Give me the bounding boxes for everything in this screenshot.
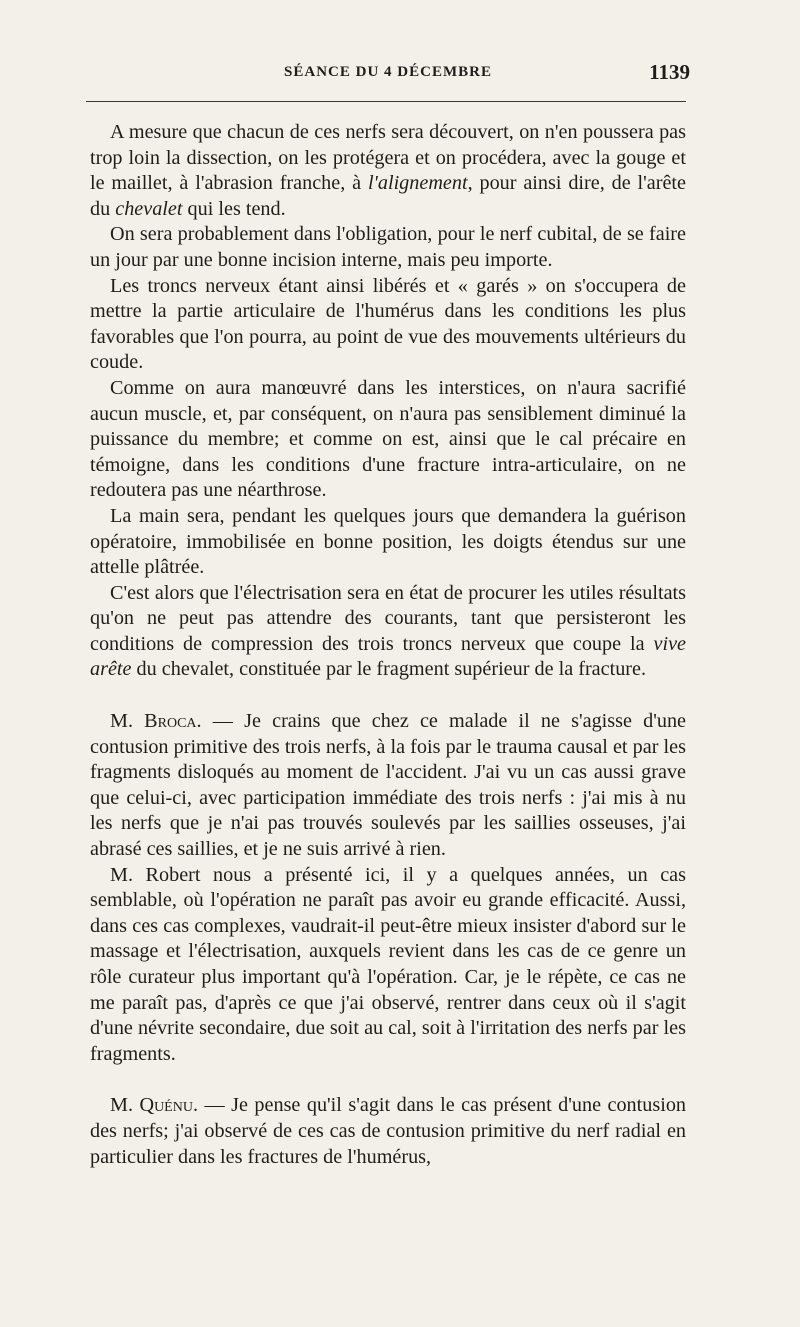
text-run: qui les tend. <box>182 197 286 220</box>
page-header <box>90 60 690 88</box>
paragraph <box>90 376 686 504</box>
header-rule <box>86 101 686 102</box>
text-run: Comme on aura manœuvré dans les interstices, on n'aura sacrifié aucun muscle, et, par conséquent, on n'aura pas sensiblement diminué la puissance du membre; et comme on est, ainsi que le cal précaire en témoigne, dans les conditions d'une fracture intra-articulaire, on ne redoutera pas une néarthrose. <box>90 376 686 502</box>
text-run: A mesure que chacun de ces nerfs sera découvert, on n'en poussera pas trop loin la dissection, on les protégera et on procédera, avec la gouge et le maillet, à l'abrasion franche, à <box>90 121 686 195</box>
paragraph <box>90 1093 686 1170</box>
text-run: M. <box>110 1094 140 1117</box>
text-run: La main sera, pendant les quelques jours que demandera la guérison opératoire, immobilisée en bonne position, les doigts étendus sur une attelle plâtrée. <box>90 504 686 579</box>
body-text <box>90 120 686 1170</box>
page-number: 1139 <box>649 60 690 84</box>
paragraph <box>90 504 686 581</box>
section-gap <box>90 683 686 709</box>
text-run: . — Je pense qu'il s'agit dans le cas présent d'une contusion des nerfs; j'ai observé de ces cas de contusion primitive du nerf radial en particulier dans les fractures de l'humérus, <box>90 1094 687 1168</box>
italic-text: l'alignement <box>367 172 468 195</box>
text-run: C'est alors que l'électrisation sera en état de procurer les utiles résultats qu'on ne peut pas attendre des courants, tant que persisteront les conditions de compression des trois troncs nerveux que coupe la <box>90 581 686 655</box>
paragraph <box>90 709 686 863</box>
section-gap <box>90 1067 686 1093</box>
text-run: . — Je crains que chez ce malade il ne s'agisse d'une contusion primitive des trois nerfs, à la fois par le trauma causal et par les fragments disloqués au moment de l'accident. J'ai vu un cas aussi grave que celui-ci, avec participation immédiate des trois nerfs : j'ai mis à nu les nerfs que je n'ai pas trouvés soulevés par les saillies osseuses, j'ai abrasé ces saillies, et je ne suis arrivé à rien. <box>90 710 686 861</box>
italic-text: chevalet <box>115 197 183 220</box>
paragraph <box>90 581 686 683</box>
paragraph <box>90 222 686 273</box>
text-run: On sera probablement dans l'obligation, pour le nerf cubital, de se faire un jour par une bonne incision interne, mais peu importe. <box>90 223 686 271</box>
text-run: du chevalet, constituée par le fragment supérieur de la fracture. <box>131 658 647 681</box>
paragraph <box>90 120 686 222</box>
text-run: Les troncs nerveux étant ainsi libérés et « garés » on s'occupera de mettre la partie articulaire de l'humérus dans les conditions les plus favorables que l'on pourra, au point de vue des mouvements ultérieurs du coude. <box>90 274 686 374</box>
text-run: M. <box>110 710 145 733</box>
speaker-name: Quénu <box>139 1094 193 1117</box>
paragraph <box>90 274 686 376</box>
italic-text: vive arête <box>90 632 686 681</box>
text-run: , pour ainsi dire, de l'arête du <box>90 172 686 220</box>
running-head: SÉANCE DU 4 DÉCEMBRE <box>284 64 492 80</box>
speaker-name: Broca <box>144 710 197 733</box>
text-run: M. Robert nous a présenté ici, il y a quelques années, un cas semblable, où l'opération ne paraît pas avoir eu grande efficacité. Aussi, dans ces cas complexes, vaudrait-il peut-être mieux insister d'abord sur le massage et l'électrisation, auxquels revient dans les cas de ce genre un rôle curateur plus important qu'à l'opération. Car, je le répète, ce cas ne me paraît pas, d'après ce que j'ai observé, rentrer dans ceux où il s'agit d'une névrite secondaire, due soit au cal, soit à l'irritation des nerfs par les fragments. <box>90 863 686 1065</box>
paragraph <box>90 863 686 1068</box>
